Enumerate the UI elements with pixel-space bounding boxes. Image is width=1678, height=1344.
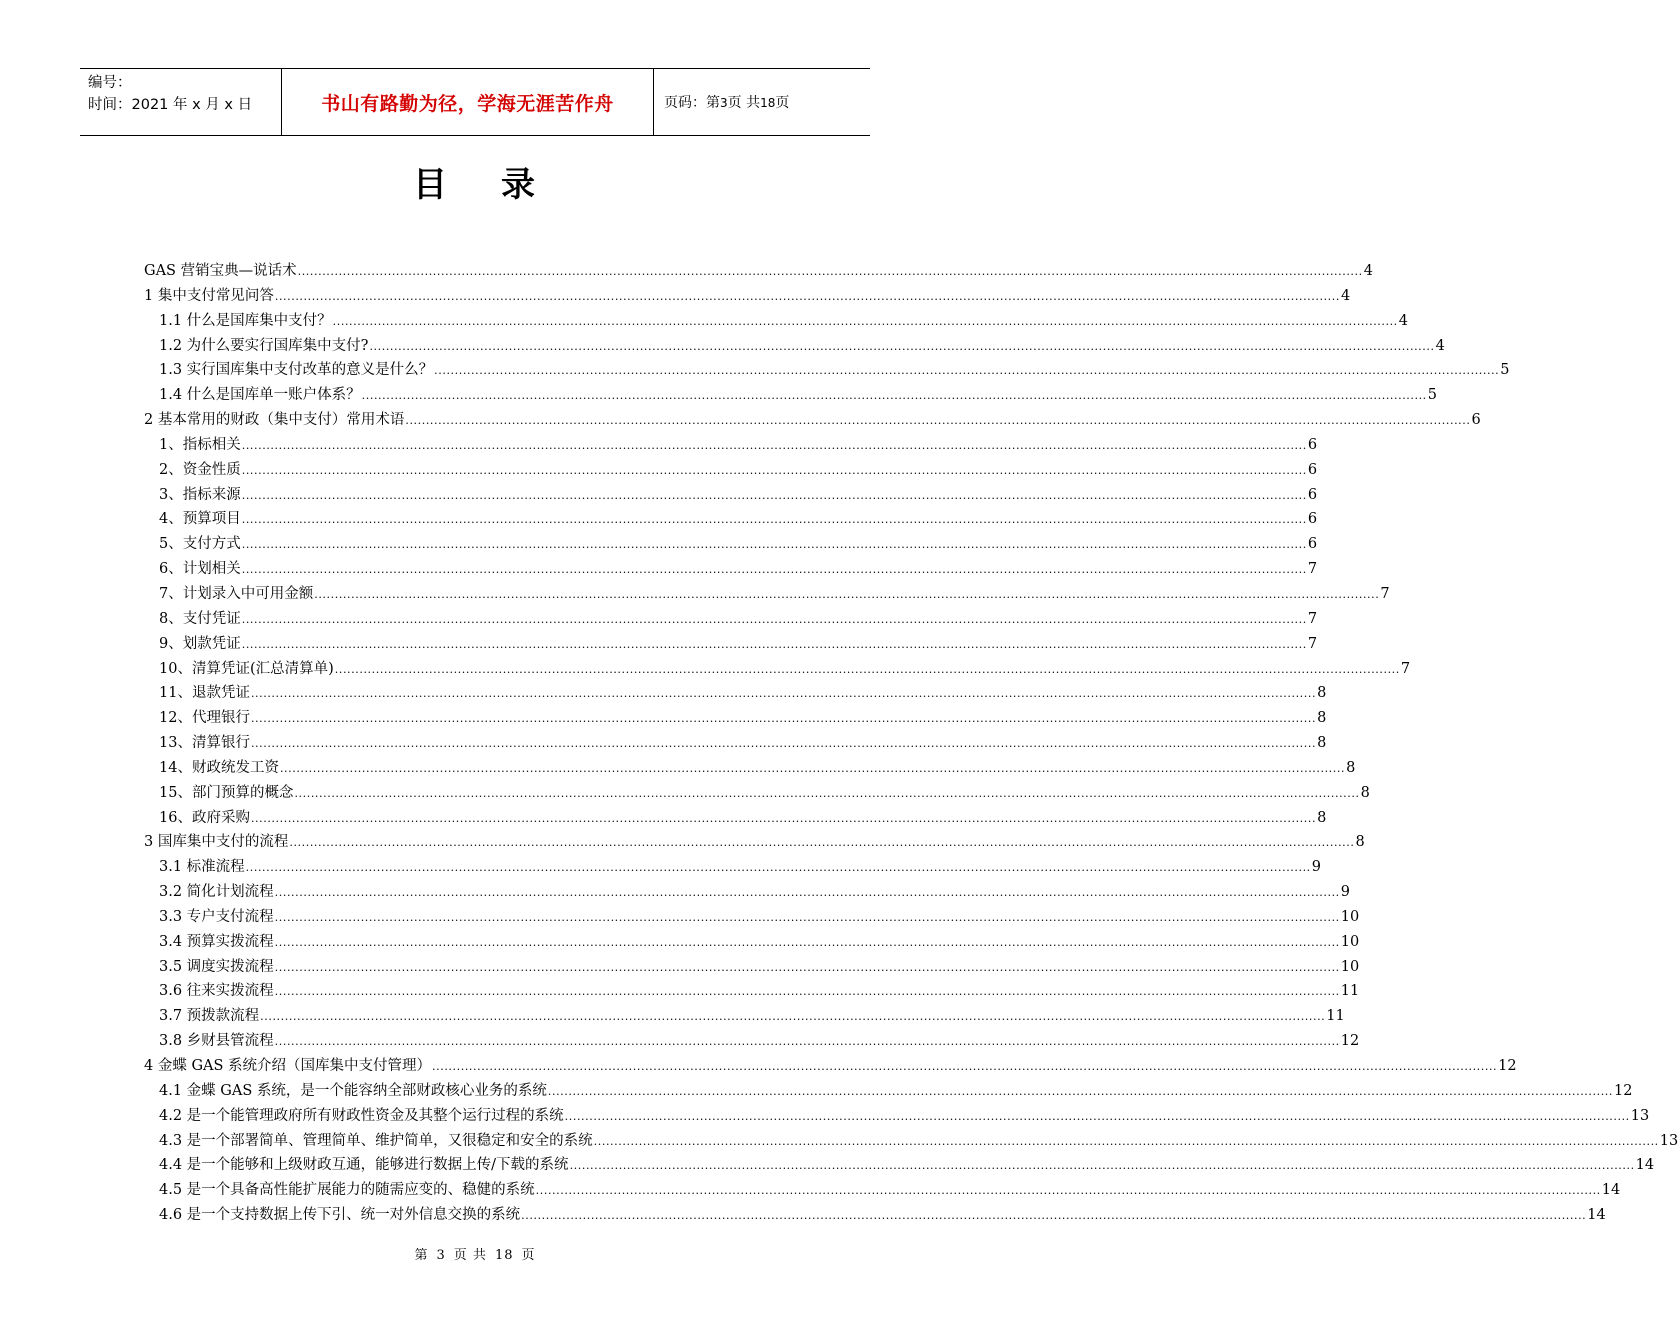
toc-entry-page: 6: [1307, 486, 1318, 503]
toc-entry[interactable]: [144, 334, 1445, 359]
toc-entry[interactable]: [144, 1104, 1650, 1129]
toc-entry[interactable]: [144, 507, 1318, 532]
toc-entry-title: 3.4 预算实拨流程: [159, 933, 274, 950]
toc-entry-page: 9: [1311, 859, 1322, 876]
toc-entry[interactable]: [144, 309, 1409, 334]
toc-entry-title: 14、财政统发工资: [159, 759, 279, 776]
toc-entry-page: 7: [1307, 561, 1318, 578]
toc-entry-page: 10: [1340, 908, 1360, 925]
toc-leader-dots: ....................................................................................................................................................................................................................................................................: [274, 886, 1340, 900]
toc-leader-dots: ....................................................................................................................................................................................................................................................................: [241, 637, 1307, 651]
toc-leader-dots: ....................................................................................................................................................................................................................................................................: [241, 438, 1307, 452]
footer-prefix: 第: [414, 1248, 429, 1263]
toc-entry-page: 8: [1317, 735, 1327, 752]
toc-leader-dots: ....................................................................................................................................................................................................................................................................: [274, 289, 1340, 303]
toc-entry-title: 16、政府采购: [159, 809, 250, 826]
toc-entry-title: 4.1 金蝶 GAS 系统，是一个能容纳全部财政核心业务的系统: [159, 1082, 547, 1099]
page-title: [0, 160, 950, 210]
toc-leader-dots: ....................................................................................................................................................................................................................................................................: [593, 1134, 1659, 1148]
toc-entry[interactable]: [144, 731, 1327, 756]
title-char-1: 目: [413, 165, 449, 205]
toc-leader-dots: ....................................................................................................................................................................................................................................................................: [334, 662, 1400, 676]
toc-entry-title: 3.7 预拨款流程: [159, 1008, 260, 1025]
toc-entry[interactable]: [144, 358, 1510, 383]
toc-entry-title: 3.1 标准流程: [159, 859, 245, 876]
toc-entry-title: 6、计划相关: [159, 561, 241, 578]
toc-entry-title: 3.8 乡财县管流程: [159, 1033, 274, 1050]
toc-entry-page: 13: [1659, 1132, 1678, 1149]
header-page-cell: [654, 69, 870, 135]
toc-entry[interactable]: [144, 1054, 1517, 1079]
toc-entry-page: 6: [1307, 536, 1318, 553]
toc-entry-title: 3.6 往来实拨流程: [159, 983, 274, 1000]
toc-entry[interactable]: [144, 1178, 1621, 1203]
toc-entry[interactable]: [144, 930, 1360, 955]
footer-page-current: 3: [436, 1248, 446, 1263]
toc-leader-dots: ....................................................................................................................................................................................................................................................................: [569, 1159, 1635, 1173]
toc-entry[interactable]: [144, 955, 1360, 980]
toc-entry-page: 7: [1400, 660, 1411, 677]
toc-entry-title: 12、代理银行: [159, 710, 250, 727]
toc-leader-dots: ....................................................................................................................................................................................................................................................................: [274, 985, 1340, 999]
toc-leader-dots: ....................................................................................................................................................................................................................................................................: [274, 960, 1340, 974]
toc-entry[interactable]: [144, 408, 1481, 433]
toc-leader-dots: ....................................................................................................................................................................................................................................................................: [274, 1035, 1340, 1049]
toc-leader-dots: ....................................................................................................................................................................................................................................................................: [241, 513, 1307, 527]
toc-entry[interactable]: [144, 557, 1318, 582]
toc-entry[interactable]: [144, 806, 1327, 831]
toc-entry[interactable]: [144, 532, 1318, 557]
toc-leader-dots: ....................................................................................................................................................................................................................................................................: [405, 414, 1471, 428]
toc-entry-title: 15、部门预算的概念: [159, 784, 294, 801]
toc-entry[interactable]: [144, 1129, 1678, 1154]
page-footer: [0, 1244, 950, 1263]
toc-entry-title: 1.3 实行国库集中支付改革的意义是什么？: [159, 362, 434, 379]
toc-leader-dots: ....................................................................................................................................................................................................................................................................: [294, 786, 1360, 800]
toc-entry-title: 3.2 简化计划流程: [159, 884, 274, 901]
toc-entry-title: 2、资金性质: [159, 461, 241, 478]
toc-leader-dots: ....................................................................................................................................................................................................................................................................: [297, 265, 1363, 278]
document-number-label: 编号：: [88, 75, 132, 91]
toc-entry-page: 10: [1340, 933, 1360, 950]
toc-leader-dots: ....................................................................................................................................................................................................................................................................: [274, 935, 1340, 949]
toc-entry-page: 6: [1307, 436, 1318, 453]
table-of-contents: [144, 259, 1678, 1228]
toc-entry[interactable]: [144, 259, 1373, 284]
toc-entry-page: 12: [1340, 1033, 1360, 1050]
toc-entry-page: 11: [1326, 1008, 1345, 1025]
toc-entry-title: 1.1 什么是国库集中支付？: [159, 312, 332, 329]
toc-entry[interactable]: [144, 1203, 1606, 1228]
toc-entry[interactable]: [144, 681, 1327, 706]
toc-entry-page: 4: [1363, 263, 1373, 279]
toc-entry-page: 4: [1435, 337, 1445, 354]
toc-entry[interactable]: [144, 880, 1351, 905]
document-date: 时间：2021 年 x 月 x 日: [88, 97, 253, 113]
toc-leader-dots: ....................................................................................................................................................................................................................................................................: [547, 1084, 1613, 1098]
toc-entry-title: 4.5 是一个具备高性能扩展能力的随需应变的、稳健的系统: [159, 1182, 535, 1199]
toc-leader-dots: ....................................................................................................................................................................................................................................................................: [241, 563, 1307, 577]
toc-entry[interactable]: [144, 706, 1327, 731]
page-header: [80, 68, 870, 136]
footer-page-total: 18: [494, 1248, 514, 1263]
header-page-mid: 页 共: [727, 95, 761, 111]
toc-entry-page: 10: [1340, 958, 1360, 975]
toc-leader-dots: ....................................................................................................................................................................................................................................................................: [250, 811, 1317, 825]
toc-entry-page: 8: [1360, 784, 1370, 801]
footer-mid: 页 共: [453, 1248, 487, 1263]
toc-entry-page: 14: [1635, 1157, 1655, 1174]
toc-entry[interactable]: [144, 632, 1318, 657]
header-left-cell: [80, 69, 281, 135]
toc-entry-page: 7: [1307, 635, 1318, 652]
toc-entry[interactable]: [144, 483, 1318, 508]
toc-entry-title: 4、预算项目: [159, 511, 241, 528]
header-page-suffix: 页: [775, 95, 790, 111]
toc-entry[interactable]: [144, 582, 1390, 607]
toc-leader-dots: ....................................................................................................................................................................................................................................................................: [332, 314, 1398, 328]
toc-entry-title: 4.2 是一个能管理政府所有财政性资金及其整个运行过程的系统: [159, 1107, 564, 1124]
header-motto: 书山有路勤为径，学海无涯苦作舟: [321, 92, 614, 115]
toc-entry-page: 14: [1587, 1207, 1606, 1224]
toc-entry-title: 2 基本常用的财政（集中支付）常用术语: [144, 412, 405, 429]
toc-entry[interactable]: [144, 284, 1351, 309]
header-motto-cell: [281, 69, 654, 135]
toc-entry-title: 1.2 为什么要实行国库集中支付?: [159, 337, 369, 354]
toc-entry[interactable]: [144, 905, 1360, 930]
header-page-info: [664, 92, 789, 112]
toc-entry-page: 6: [1307, 461, 1318, 478]
toc-entry-title: 11、退款凭证: [159, 685, 250, 702]
toc-leader-dots: ....................................................................................................................................................................................................................................................................: [434, 364, 1500, 378]
toc-entry-page: 4: [1398, 312, 1409, 329]
toc-leader-dots: ....................................................................................................................................................................................................................................................................: [432, 1060, 1498, 1073]
toc-entry[interactable]: [144, 830, 1365, 855]
toc-entry[interactable]: [144, 657, 1411, 682]
toc-entry[interactable]: [144, 1079, 1633, 1104]
toc-entry-page: 9: [1340, 884, 1351, 901]
toc-entry[interactable]: [144, 781, 1370, 806]
toc-entry-page: 14: [1601, 1182, 1621, 1199]
toc-entry[interactable]: [144, 756, 1356, 781]
toc-entry-title: 1、指标相关: [159, 436, 241, 453]
toc-leader-dots: ....................................................................................................................................................................................................................................................................: [241, 488, 1307, 502]
toc-entry-page: 7: [1380, 585, 1390, 602]
toc-entry-page: 6: [1307, 511, 1318, 528]
toc-entry-page: 7: [1307, 610, 1318, 627]
toc-entry-title: 3 国库集中支付的流程: [144, 834, 289, 851]
toc-entry-title: 9、划款凭证: [159, 635, 241, 652]
toc-entry-page: 5: [1427, 387, 1438, 404]
toc-entry-title: 1 集中支付常见问答: [144, 287, 274, 304]
toc-entry-title: 3.5 调度实拨流程: [159, 958, 274, 975]
toc-entry-title: 8、支付凭证: [159, 610, 241, 627]
toc-entry-title: GAS 营销宝典—说话术: [144, 263, 297, 279]
toc-entry-page: 8: [1317, 685, 1327, 702]
toc-entry[interactable]: [144, 1004, 1345, 1029]
toc-leader-dots: ....................................................................................................................................................................................................................................................................: [369, 339, 1435, 353]
toc-entry[interactable]: [144, 1153, 1655, 1178]
toc-entry-title: 4.6 是一个支持数据上传下引、统一对外信息交换的系统: [159, 1207, 521, 1224]
toc-entry-title: 10、清算凭证(汇总清算单): [159, 660, 334, 677]
toc-entry-page: 5: [1500, 362, 1510, 379]
toc-leader-dots: ....................................................................................................................................................................................................................................................................: [535, 1184, 1601, 1198]
header-page-current: 3: [720, 96, 728, 110]
title-char-2: 录: [501, 165, 537, 205]
toc-leader-dots: ....................................................................................................................................................................................................................................................................: [361, 389, 1427, 403]
toc-entry-title: 13、清算银行: [159, 735, 250, 752]
toc-entry-page: 8: [1317, 809, 1327, 826]
toc-leader-dots: ....................................................................................................................................................................................................................................................................: [241, 463, 1307, 477]
footer-suffix: 页: [521, 1248, 536, 1263]
toc-leader-dots: ....................................................................................................................................................................................................................................................................: [241, 538, 1307, 552]
toc-leader-dots: ....................................................................................................................................................................................................................................................................: [274, 910, 1340, 924]
toc-entry[interactable]: [144, 458, 1318, 483]
toc-entry[interactable]: [144, 855, 1322, 880]
toc-leader-dots: ....................................................................................................................................................................................................................................................................: [250, 737, 1317, 751]
toc-leader-dots: ....................................................................................................................................................................................................................................................................: [289, 836, 1355, 850]
toc-entry-page: 12: [1498, 1058, 1517, 1074]
toc-entry-page: 4: [1340, 287, 1351, 304]
toc-entry[interactable]: [144, 979, 1360, 1004]
toc-leader-dots: ....................................................................................................................................................................................................................................................................: [241, 612, 1307, 626]
toc-entry[interactable]: [144, 607, 1318, 632]
toc-entry[interactable]: [144, 383, 1438, 408]
toc-entry-title: 4.3 是一个部署简单、管理简单、维护简单，又很稳定和安全的系统: [159, 1132, 593, 1149]
toc-entry-title: 3、指标来源: [159, 486, 241, 503]
toc-entry-page: 13: [1630, 1107, 1650, 1124]
toc-entry-page: 12: [1613, 1082, 1633, 1099]
toc-leader-dots: ....................................................................................................................................................................................................................................................................: [250, 712, 1317, 726]
header-page-prefix: 页码：第: [664, 95, 720, 111]
toc-leader-dots: ....................................................................................................................................................................................................................................................................: [260, 1010, 1326, 1024]
toc-leader-dots: ....................................................................................................................................................................................................................................................................: [521, 1209, 1587, 1223]
toc-entry-title: 4 金蝶 GAS 系统介绍（国库集中支付管理）: [144, 1058, 432, 1074]
toc-leader-dots: ....................................................................................................................................................................................................................................................................: [279, 761, 1346, 775]
toc-leader-dots: ....................................................................................................................................................................................................................................................................: [250, 687, 1317, 701]
toc-entry-page: 11: [1340, 983, 1360, 1000]
toc-leader-dots: ....................................................................................................................................................................................................................................................................: [245, 861, 1311, 875]
toc-entry-page: 8: [1346, 759, 1356, 776]
toc-entry-title: 4.4 是一个能够和上级财政互通，能够进行数据上传/下载的系统: [159, 1157, 569, 1174]
toc-entry-title: 5、支付方式: [159, 536, 241, 553]
toc-entry[interactable]: [144, 1029, 1360, 1054]
toc-entry-page: 6: [1471, 412, 1481, 429]
toc-entry[interactable]: [144, 433, 1318, 458]
toc-entry-page: 8: [1355, 834, 1365, 851]
toc-leader-dots: ....................................................................................................................................................................................................................................................................: [314, 587, 1380, 601]
toc-entry-page: 8: [1317, 710, 1327, 727]
toc-entry-title: 7、计划录入中可用金额: [159, 585, 314, 602]
header-page-total: 18: [760, 96, 776, 110]
toc-entry-title: 3.3 专户支付流程: [159, 908, 274, 925]
toc-entry-title: 1.4 什么是国库单一账户体系？: [159, 387, 361, 404]
toc-leader-dots: ....................................................................................................................................................................................................................................................................: [564, 1109, 1630, 1123]
